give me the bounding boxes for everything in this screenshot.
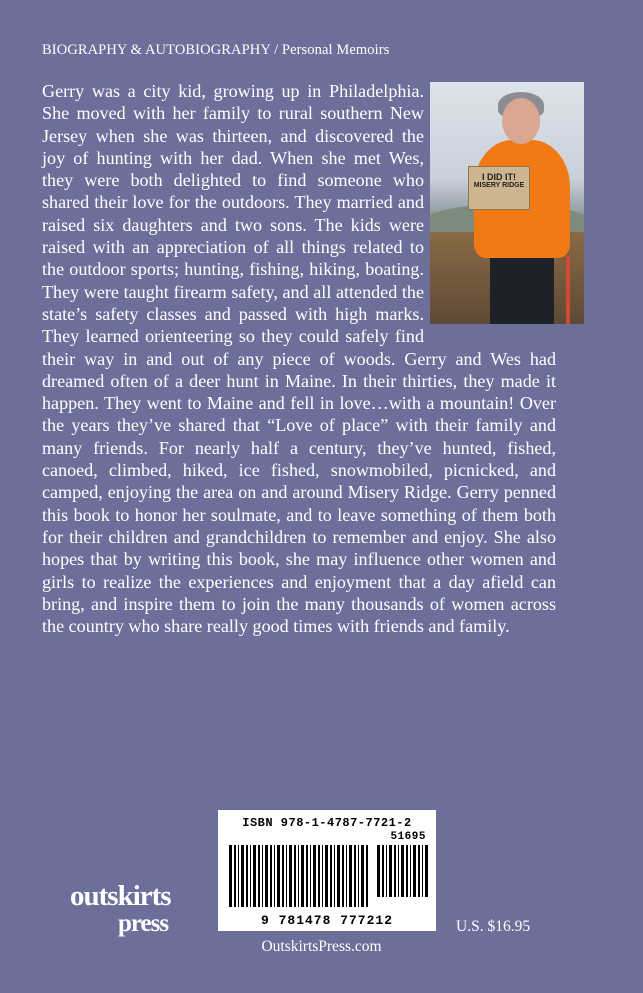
publisher-website[interactable]: OutskirtsPress.com <box>261 938 382 955</box>
barcode-digits: 9 781478 777212 <box>260 913 394 928</box>
blurb-text: Gerry was a city kid, growing up in Philadelphia. She moved with her family to rural southern New Jersey when she was thirteen, and discovered the joy of hunting with her dad. When she met Wes, they were both delighted to find someone who shared their love for the outdoors. They married and raised six daughters and two sons. The kids were raised with an appreciation of all things related to the outdoor sports; hunting, fishing, hiking, boating. They were taught firearm safety, and all attended the state’s safety classes and passed with high marks. They learned orienteering so they could safely find their way in and out of any piece of woods. Gerry and Wes had dreamed often of a deer hunt in Maine. In their thirties, they made it happen. They went to Maine and fell in love…with a mountain! Over the years they’ve shared that “Love of place” with their family and many friends. For nearly half a century, they’ve hunted, fished, canoed, climbed, hiked, ice fished, snowmobiled, picnicked, and camped, enjoying the area on and around Misery Ridge. Gerry penned this book to honor her soulmate, and to leave something of them both for their children and grandchildren to remember and enjoy. She also hopes that by writing this book, she may influence other women and girls to realize the experiences and enjoyment that a day afield can bring, and inspire them to join the many thousands of women across the country who share really good times with friends and family. <box>42 81 556 637</box>
isbn-label: ISBN 978-1-4787-7721-2 <box>242 816 412 830</box>
isbn-barcode <box>218 810 436 931</box>
back-cover-blurb <box>42 80 556 637</box>
photo-sign: I DID IT! MISERY RIDGE <box>468 166 530 210</box>
price: U.S. $16.95 <box>456 918 531 935</box>
category-label: BIOGRAPHY & AUTOBIOGRAPHY / Personal Memoirs <box>42 42 390 58</box>
publisher-logo: outskirts press <box>70 880 171 937</box>
price-code: 51695 <box>390 831 426 843</box>
